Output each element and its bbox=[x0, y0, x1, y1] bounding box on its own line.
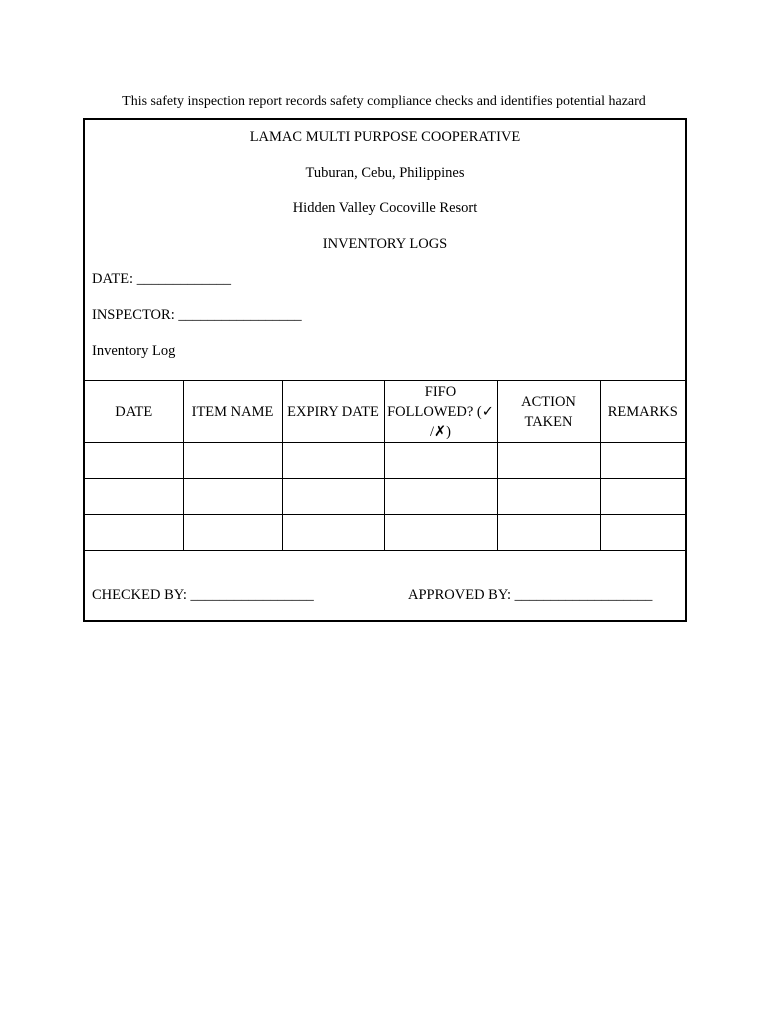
table-cell[interactable] bbox=[85, 443, 183, 479]
table-cell[interactable] bbox=[384, 443, 497, 479]
table-cell[interactable] bbox=[600, 479, 685, 515]
table-cell[interactable] bbox=[600, 515, 685, 551]
table-cell[interactable] bbox=[384, 515, 497, 551]
resort-name: Hidden Valley Cocoville Resort bbox=[292, 200, 478, 216]
table-cell[interactable] bbox=[497, 479, 600, 515]
inventory-log-table bbox=[85, 380, 685, 551]
inventory-log-label: Inventory Log bbox=[92, 343, 176, 359]
date-field[interactable]: DATE: _____________ bbox=[92, 271, 231, 287]
table-cell[interactable] bbox=[183, 515, 282, 551]
table-cell[interactable] bbox=[183, 443, 282, 479]
inspector-field[interactable]: INSPECTOR: _________________ bbox=[92, 307, 302, 323]
organization-name: LAMAC MULTI PURPOSE COOPERATIVE bbox=[249, 129, 521, 145]
table-row bbox=[85, 515, 685, 551]
column-header-expiry-date: EXPIRY DATE bbox=[282, 381, 384, 443]
table-cell[interactable] bbox=[497, 515, 600, 551]
column-header-date: DATE bbox=[85, 381, 183, 443]
approved-by-field[interactable]: APPROVED BY: ___________________ bbox=[408, 587, 653, 603]
column-header-action-taken: ACTION TAKEN bbox=[497, 381, 600, 443]
table-cell[interactable] bbox=[85, 479, 183, 515]
table-cell[interactable] bbox=[85, 515, 183, 551]
column-header-item-name: ITEM NAME bbox=[183, 381, 282, 443]
table-cell[interactable] bbox=[282, 515, 384, 551]
location: Tuburan, Cebu, Philippines bbox=[305, 165, 465, 181]
form-title: INVENTORY LOGS bbox=[322, 236, 448, 252]
table-cell[interactable] bbox=[497, 443, 600, 479]
inspection-form bbox=[83, 118, 687, 622]
table-header-row bbox=[85, 381, 685, 443]
table-cell[interactable] bbox=[384, 479, 497, 515]
column-header-fifo-followed: FIFO FOLLOWED? (✓ /✗) bbox=[384, 381, 497, 443]
checked-by-field[interactable]: CHECKED BY: _________________ bbox=[92, 587, 314, 603]
table-cell[interactable] bbox=[600, 443, 685, 479]
table-cell[interactable] bbox=[183, 479, 282, 515]
table-row bbox=[85, 479, 685, 515]
table-cell[interactable] bbox=[282, 443, 384, 479]
table-cell[interactable] bbox=[282, 479, 384, 515]
column-header-remarks: REMARKS bbox=[600, 381, 685, 443]
table-row bbox=[85, 443, 685, 479]
intro-text: This safety inspection report records safety compliance checks and identifies potential hazard bbox=[122, 94, 646, 109]
